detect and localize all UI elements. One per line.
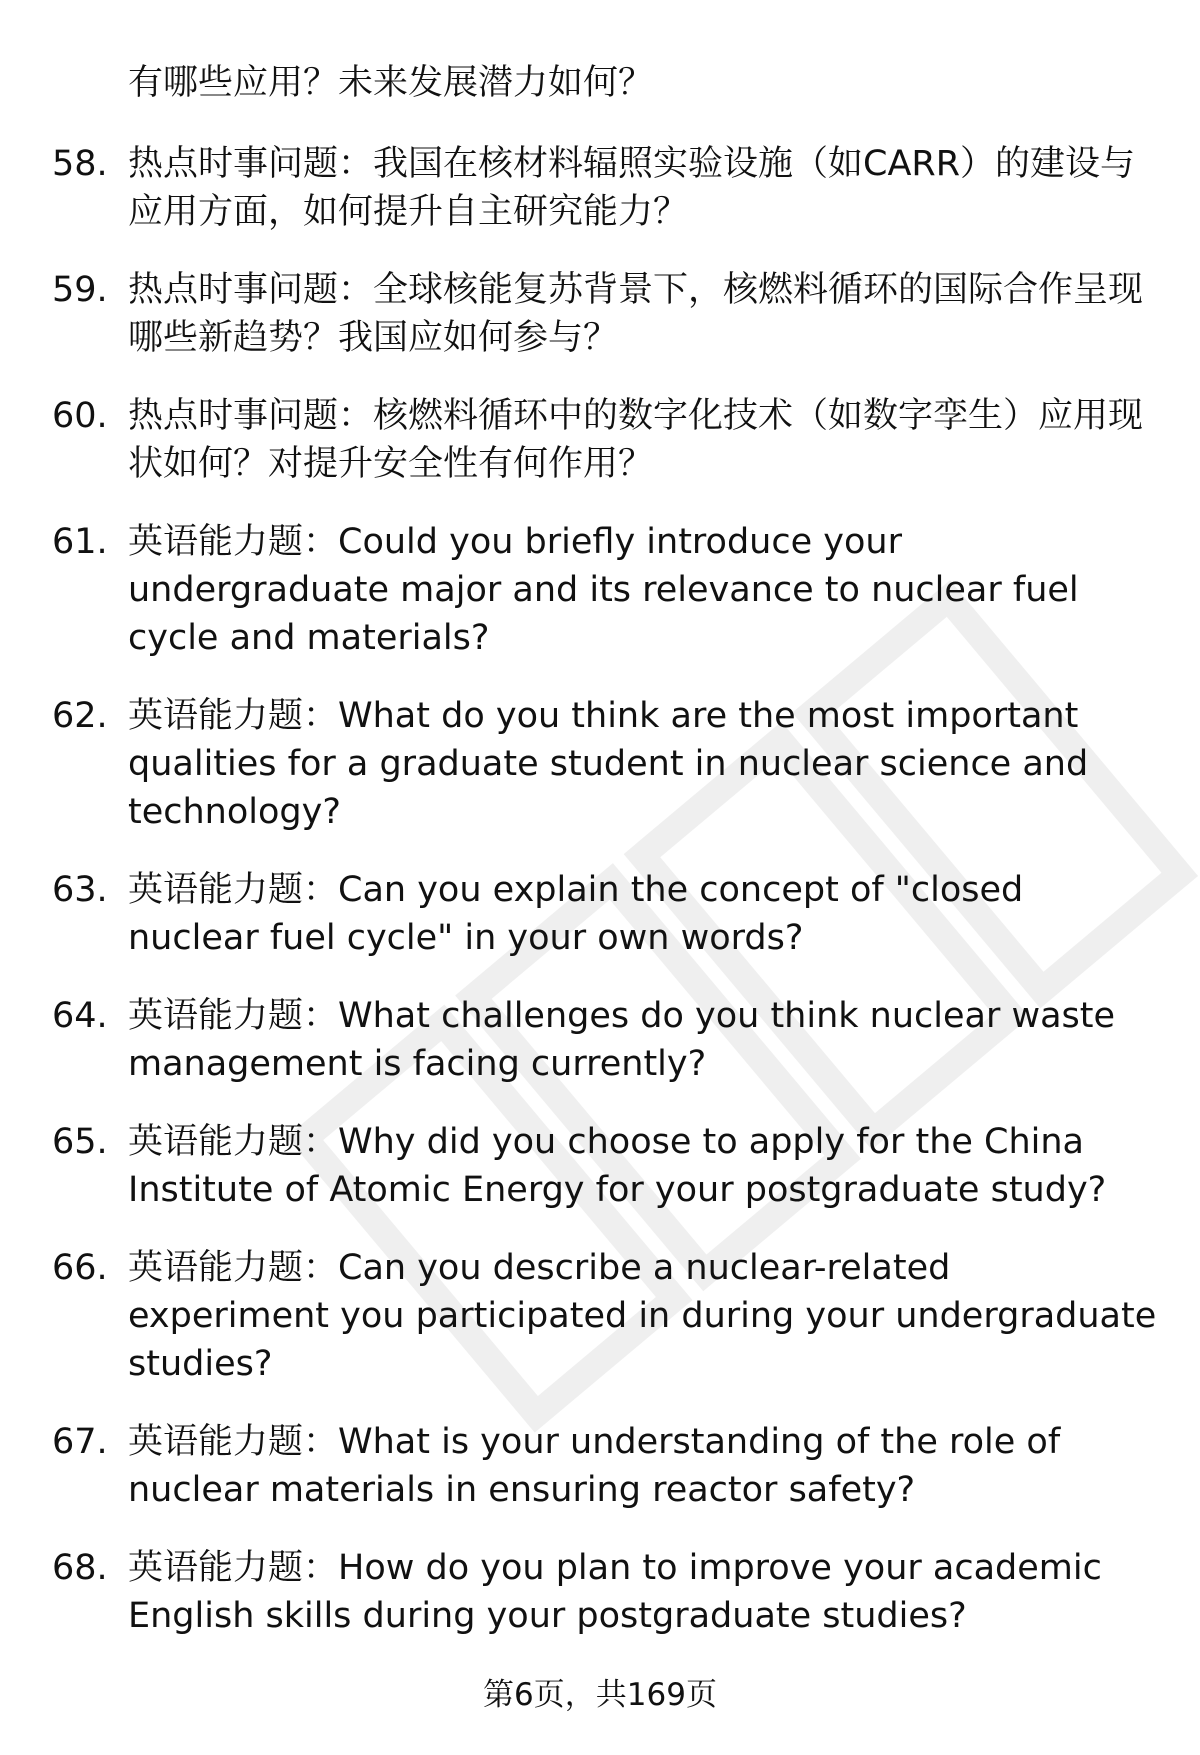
question-category: 英语能力题： xyxy=(128,870,339,910)
question-body: What is your understanding of the role of nuclear materials in ensuring reactor safety? xyxy=(128,1422,1061,1510)
question-item xyxy=(0,1544,1200,1640)
question-item xyxy=(0,1118,1200,1214)
question-item xyxy=(0,866,1200,962)
question-number: 66. xyxy=(52,1248,108,1288)
question-number: 61. xyxy=(52,522,108,562)
question-text xyxy=(128,866,1158,962)
question-category: 英语能力题： xyxy=(128,1548,339,1588)
question-text xyxy=(128,1244,1158,1388)
question-number: 58. xyxy=(52,144,108,184)
question-category: 热点时事问题： xyxy=(128,270,374,310)
question-number: 65. xyxy=(52,1122,108,1162)
question-number: 68. xyxy=(52,1548,108,1588)
question-category: 英语能力题： xyxy=(128,696,339,736)
question-list xyxy=(0,140,1200,1670)
question-number: 62. xyxy=(52,696,108,736)
question-text xyxy=(128,1418,1158,1514)
question-body: What do you think are the most important qualities for a graduate student in nuclear science and technology? xyxy=(128,696,1089,832)
question-number: 63. xyxy=(52,870,108,910)
question-text xyxy=(128,518,1158,662)
question-category: 英语能力题： xyxy=(128,1248,339,1288)
question-text xyxy=(128,1544,1158,1640)
question-item xyxy=(0,1418,1200,1514)
question-text xyxy=(128,266,1158,362)
page-footer: 第6页，共169页 xyxy=(483,1677,717,1713)
question-body: 核燃料循环中的数字化技术（如数字孪生）应用现状如何？对提升安全性有何作用？ xyxy=(128,396,1144,484)
question-body: What challenges do you think nuclear waste management is facing currently? xyxy=(128,996,1116,1084)
question-category: 英语能力题： xyxy=(128,1122,339,1162)
question-category: 英语能力题： xyxy=(128,996,339,1036)
question-text xyxy=(128,392,1158,488)
question-item xyxy=(0,392,1200,488)
continuation-text: 有哪些应用？未来发展潜力如何？ xyxy=(128,63,654,103)
question-body: Can you explain the concept of "closed nuclear fuel cycle" in your own words? xyxy=(128,870,1024,958)
question-text xyxy=(128,692,1158,836)
question-body: Can you describe a nuclear-related experiment you participated in during your undergraduate studies? xyxy=(128,1248,1157,1384)
question-item xyxy=(0,1244,1200,1388)
question-item xyxy=(0,692,1200,836)
question-text xyxy=(128,140,1158,236)
question-item xyxy=(0,266,1200,362)
question-category: 英语能力题： xyxy=(128,1422,339,1462)
question-text xyxy=(128,992,1158,1088)
question-body: 全球核能复苏背景下，核燃料循环的国际合作呈现哪些新趋势？我国应如何参与？ xyxy=(128,270,1144,358)
question-category: 英语能力题： xyxy=(128,522,339,562)
question-item xyxy=(0,992,1200,1088)
question-category: 热点时事问题： xyxy=(128,396,374,436)
question-body: Why did you choose to apply for the China Institute of Atomic Energy for your postgraduate study? xyxy=(128,1122,1107,1210)
question-category: 热点时事问题： xyxy=(128,144,374,184)
question-number: 64. xyxy=(52,996,108,1036)
question-number: 59. xyxy=(52,270,108,310)
question-number: 67. xyxy=(52,1422,108,1462)
question-body: 我国在核材料辐照实验设施（如CARR）的建设与应用方面，如何提升自主研究能力？ xyxy=(128,144,1136,232)
question-body: Could you briefly introduce your undergraduate major and its relevance to nuclear fuel cycle and materials? xyxy=(128,522,1079,658)
question-item xyxy=(0,518,1200,662)
question-body: How do you plan to improve your academic English skills during your postgraduate studies? xyxy=(128,1548,1102,1636)
question-text xyxy=(128,1118,1158,1214)
question-number: 60. xyxy=(52,396,108,436)
question-item xyxy=(0,140,1200,236)
